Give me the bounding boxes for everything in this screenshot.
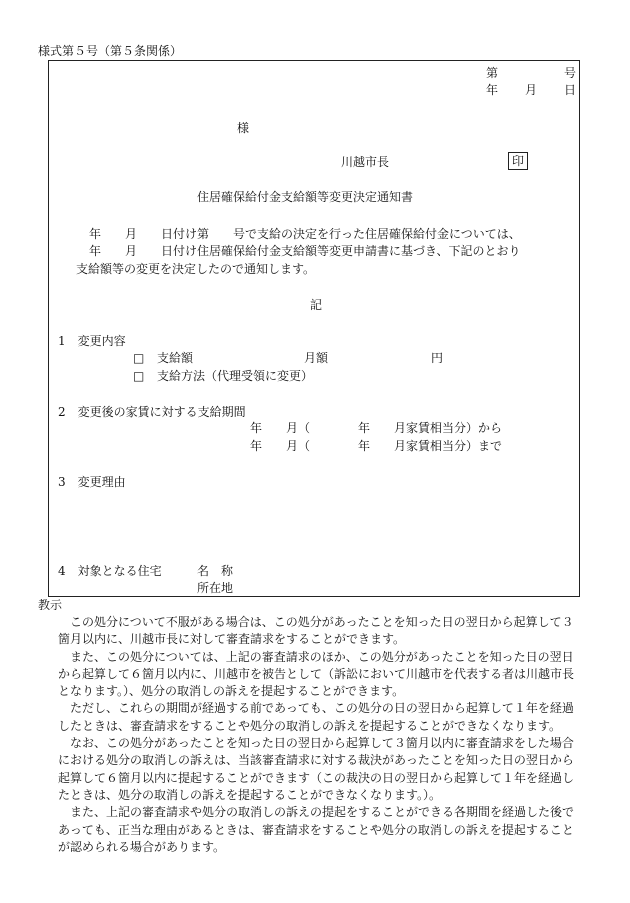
item3-label: 3 変更理由	[58, 475, 126, 489]
period-start: 年 月（ 年 月家賃相当分）から	[250, 421, 503, 435]
ki-heading: 記	[310, 298, 323, 312]
amount-label: 支給額	[157, 351, 194, 365]
monthly-label: 月額	[304, 351, 329, 365]
amount-checkbox: □	[133, 351, 145, 365]
issuer-name: 川越市長	[341, 155, 390, 169]
addressee-suffix: 様	[237, 121, 250, 135]
doc-number-prefix: 第	[486, 66, 499, 80]
date-year: 年	[486, 83, 499, 97]
item2-label: 2 変更後の家賃に対する支給期間	[58, 405, 246, 419]
yen-label: 円	[431, 351, 444, 365]
housing-address-label: 所在地	[197, 581, 234, 595]
method-checkbox: □	[133, 369, 145, 383]
seal-text: 印	[508, 152, 528, 170]
notice-paragraph: この処分について不服がある場合は、この処分があったことを知った日の翌日から起算して３箇月以内に、川越市長に対して審査請求をすることができます。	[58, 615, 574, 647]
date-day: 日	[564, 83, 577, 97]
notice-heading: 教示	[38, 598, 63, 612]
intro-line-1: 年 月 日付け第 号で支給の決定を行った住居確保給付金については、	[89, 227, 521, 241]
notice-form-frame	[48, 60, 580, 597]
period-end: 年 月（ 年 月家賃相当分）まで	[250, 439, 503, 453]
intro-line-3: 支給額等の変更を決定したので通知します。	[76, 262, 316, 276]
doc-number-suffix: 号	[564, 66, 577, 80]
item4-label: 4 対象となる住宅	[58, 564, 162, 578]
notice-body	[58, 614, 578, 856]
item1-label: 1 変更内容	[58, 334, 126, 348]
date-month: 月	[525, 83, 538, 97]
method-label: 支給方法（代理受領に変更）	[157, 369, 314, 383]
notice-paragraph: また、上記の審査請求や処分の取消しの訴えの提起をすることができる各期間を経過した後であっても、正当な理由があるときは、審査請求をすることや処分の取消しの訴えを提起することが認められる場合があります。	[58, 805, 575, 854]
intro-line-2: 年 月 日付け住居確保給付金支給額等変更申請書に基づき、下記のとおり	[89, 244, 521, 258]
form-label: 様式第５号（第５条関係）	[38, 44, 183, 58]
notice-paragraph: ただし、これらの期間が経過する前であっても、この処分の日の翌日から起算して１年を経過したときは、審査請求をすることや処分の取消しの訴えを提起することができなくなります。	[58, 701, 574, 733]
document-title: 住居確保給付金支給額等変更決定通知書	[197, 190, 414, 204]
housing-name-label: 名 称	[197, 564, 234, 578]
notice-paragraph: なお、この処分があったことを知った日の翌日から起算して３箇月以内に審査請求をした場合における処分の取消しの訴えは、当該審査請求に対する裁決があったことを知った日の翌日から起算して６箇月以内に提起することができます（この裁決の日の翌日から起算して１年を経過したときは、処分の取消しの訴えを提起することができなくなります。）。	[58, 736, 575, 802]
seal-mark	[508, 152, 528, 170]
notice-paragraph: また、この処分については、上記の審査請求のほか、この処分があったことを知った日の翌日から起算して６箇月以内に、川越市を被告として（訴訟において川越市を代表する者は川越市長となります。）、処分の取消しの訴えを提起することができます。	[58, 649, 575, 699]
